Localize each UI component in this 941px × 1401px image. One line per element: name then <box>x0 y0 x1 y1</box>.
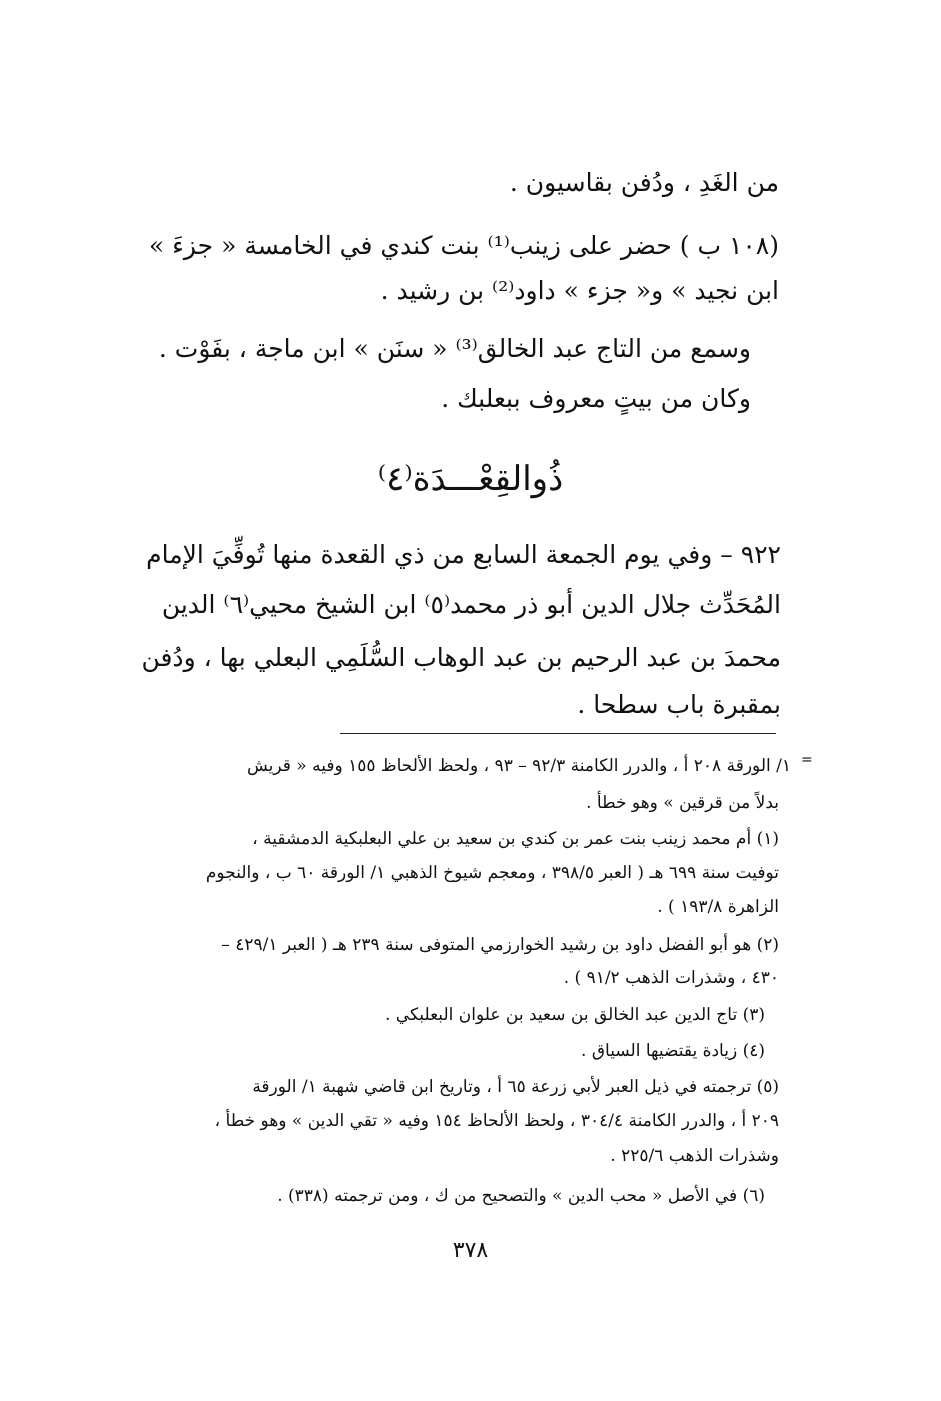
footnote-3: (٣) تاج الدين عبد الخالق بن سعيد بن علوان البعلبكي . <box>384 1005 765 1025</box>
entry-108-line-4: وكان من بيتٍ معروف ببعلبك . <box>441 384 751 413</box>
continuation-mark: = <box>801 752 813 768</box>
footnote-4: (٤) زيادة يقتضيها السياق . <box>581 1041 765 1061</box>
footnote-separator <box>340 733 776 734</box>
entry-922-line-4: بمقبرة باب سطحا . <box>577 690 781 719</box>
entry-108-line-1: (١٠٨ ب ) حضر على زينب⁽¹⁾ بنت كندي في الخامسة « جزءَ » <box>148 231 779 260</box>
entry-922-line-3: محمدَ بن عبد الرحيم بن عبد الوهاب السُّلَمِي البعلي بها ، ودُفن <box>141 643 781 672</box>
footnote-continuation-line-1: ١/ الورقة ٢٠٨ أ ، والدرر الكامنة ٩٢/٣ – ٩٣ ، ولحظ الألحاظ ١٥٥ وفيه « قريش <box>246 756 791 776</box>
footnote-continuation-line-2: بدلاً من قرقين » وهو خطأ . <box>586 793 779 813</box>
entry-922-line-1: ٩٢٢ – وفي يوم الجمعة السابع من ذي القعدة منها تُوفِّيَ الإمام <box>146 540 781 569</box>
footnote-1-line-2: توفيت سنة ٦٩٩ هـ ( العبر ٣٩٨/٥ ، ومعجم شيوخ الذهبي ١/ الورقة ٦٠ ب ، والنجوم <box>205 863 779 883</box>
footnote-1-line-1: (١) أم محمد زينب بنت عمر بن كندي بن سعيد بن علي البعلبكية الدمشقية ، <box>252 829 779 849</box>
section-heading: ذُوالقِعْـــدَة⁽٤⁾ <box>377 459 564 499</box>
body-line-1: من الغَدِ ، ودُفن بقاسيون . <box>509 168 779 197</box>
footnote-2-line-1: (٢) هو أبو الفضل داود بن رشيد الخوارزمي المتوفى سنة ٢٣٩ هـ ( العبر ٤٢٩/١ – <box>221 935 779 955</box>
footnote-6: (٦) في الأصل « محب الدين » والتصحيح من ك ، ومن ترجمته (٣٣٨) . <box>277 1186 765 1206</box>
entry-108-line-3: وسمع من التاج عبد الخالق⁽³⁾ « سنَن » ابن ماجة ، بفَوْت . <box>158 334 751 363</box>
footnote-5-line-3: وشذرات الذهب ٢٢٥/٦ . <box>610 1146 779 1166</box>
footnote-5-line-1: (٥) ترجمته في ذيل العبر لأبي زرعة ٦٥ أ ، وتاريخ ابن قاضي شهبة ١/ الورقة <box>252 1077 779 1097</box>
footnote-2-line-2: ٤٣٠ ، وشذرات الذهب ٩١/٢ ) . <box>563 968 779 988</box>
page-number: ٣٧٨ <box>452 1238 489 1263</box>
footnote-1-line-3: الزاهرة ١٩٣/٨ ) . <box>657 897 779 917</box>
entry-922-line-2: المُحَدِّث جلال الدين أبو ذر محمد⁽٥⁾ ابن الشيخ محيي⁽٦⁾ الدين <box>161 590 781 619</box>
entry-108-line-2: ابن نجيد » و« جزء » داود⁽²⁾ بن رشيد . <box>380 276 779 305</box>
footnote-5-line-2: ٢٠٩ أ ، والدرر الكامنة ٣٠٤/٤ ، ولحظ الألحاظ ١٥٤ وفيه « تقي الدين » وهو خطأ ، <box>214 1111 779 1131</box>
